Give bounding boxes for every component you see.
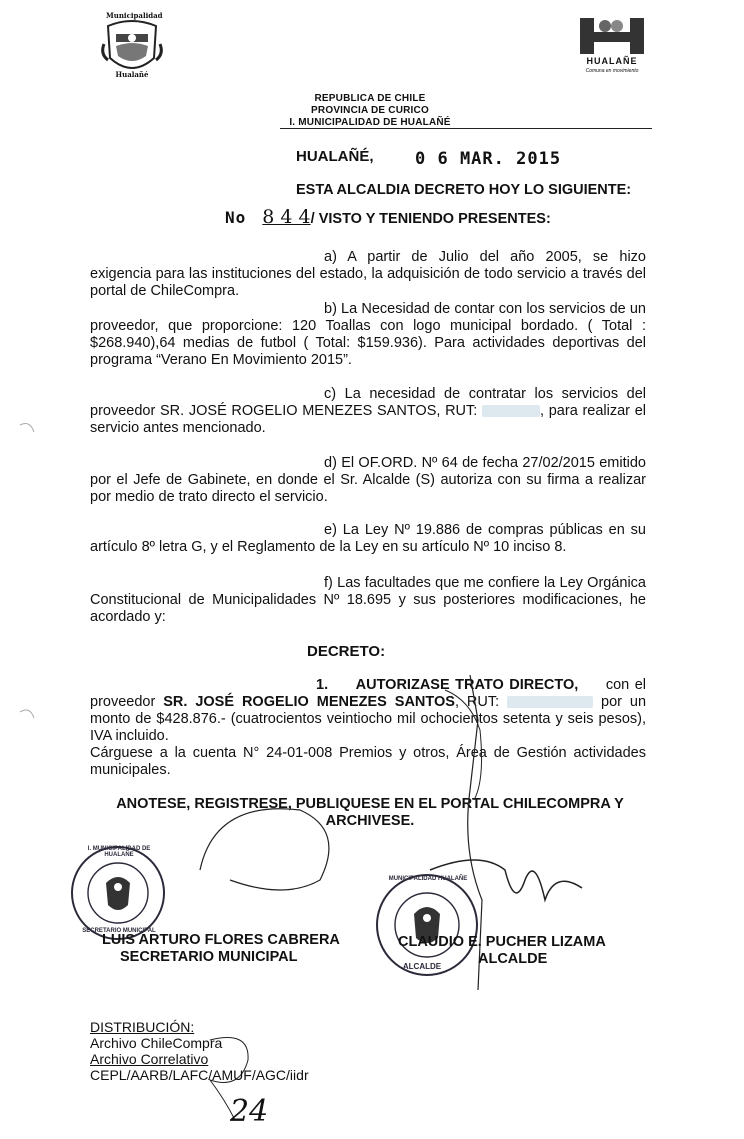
header-municipality: I. MUNICIPALIDAD DE HUALAÑÉ [289, 117, 451, 128]
resolution-text2: por un monto de $428.876.- (cuatrocientos veintiocho mil ochocientos setenta y seis pesos), IVA incluido. [90, 694, 647, 744]
clause-b: b) La Necesidad de contar con los servicios de un proveedor, que proporcione: 120 Toallas con logo municipal bordado. ( Total : $268.940),64 medias de futbol ( Total: $159.936). Para actividades deportivas del programa “Verano En Movimiento 2015”. [90, 301, 646, 368]
resolution-title: AUTORIZASE TRATO DIRECTO, [355, 677, 579, 693]
seal-left-bottom-text: Hualañé [115, 70, 149, 79]
logo-name: HUALAÑE [586, 56, 638, 66]
resolution-text1: con el proveedor [90, 677, 646, 710]
decree-number: 8 4 4 [262, 206, 311, 228]
mayor-title: ALCALDE [478, 951, 548, 967]
resolution-account: Cárguese a la cuenta N° 24-01-008 Premios y otros, Área de Gestión actividades municipales. [90, 745, 646, 778]
mayor-stamp-bottom-text: ALCALDE [402, 962, 442, 971]
distribution-item-correlativo: Archivo Correlativo [90, 1051, 209, 1067]
date-place: HUALAÑÉ, [296, 148, 374, 165]
decree-no-prefix: No [225, 208, 247, 227]
mayor-name: CLAUDIO E. PUCHER LIZAMA [398, 934, 606, 950]
header-republic: REPUBLICA DE CHILE [314, 93, 426, 104]
distribution-title: DISTRIBUCIÓN: [90, 1019, 195, 1035]
distribution-item-chilecompra: Archivo ChileCompra [90, 1035, 223, 1051]
clause-a: a) A partir de Julio del año 2005, se hizo exigencia para las instituciones del estado, la adquisición de todo servicio a través del portal de ChileCompra. [90, 249, 646, 299]
decree-intro: ESTA ALCALDIA DECRETO HOY LO SIGUIENTE: [296, 182, 632, 198]
header-province: PROVINCIA DE CURICO [311, 105, 429, 116]
decree-visto: / VISTO Y TENIENDO PRESENTES: [310, 211, 551, 227]
distribution-item-initials: CEPL/AARB/LAFC/AMUF/AGC/iidr [90, 1067, 309, 1083]
clause-e: e) La Ley Nº 19.886 de compras públicas en su artículo 8º letra G, y el Reglamento de la Ley en su artículo Nº 10 inciso 8. [90, 522, 646, 555]
secretary-title: SECRETARIO MUNICIPAL [120, 949, 298, 965]
clause-c-text-end: , para realizar el servicio antes mencionado. [90, 403, 646, 436]
mayor-stamp-top-text: MUNICIPALIDAD HUALAÑE [388, 876, 468, 882]
logo-tagline: Comuna en movimiento [585, 68, 639, 74]
secretary-stamp-bottom-text: SECRETARIO MUNICIPAL [82, 928, 156, 934]
resolution-provider: SR. JOSÉ ROGELIO MENEZES SANTOS [163, 694, 455, 710]
decreto-heading: DECRETO: [307, 643, 386, 660]
seal-left-top-text: Municipalidad [106, 11, 163, 20]
secretary-stamp-top-text: I. MUNICIPALIDAD DE HUALAÑE [87, 846, 151, 858]
clause-d: d) El OF.ORD. Nº 64 de fecha 27/02/2015 emitido por el Jefe de Gabinete, en donde el Sr. Alcalde (S) autoriza con su firma a realizar por medio de trato directo el servicio. [90, 455, 646, 505]
closing-statement: ANOTESE, REGISTRESE, PUBLIQUESE EN EL PORTAL CHILECOMPRA Y ARCHIVESE. [116, 796, 624, 829]
clause-c-text: c) La necesidad de contratar los servicios del proveedor SR. JOSÉ ROGELIO MENEZES SANTOS, RUT: [90, 386, 646, 419]
secretary-name: LUIS ARTURO FLORES CABRERA [102, 932, 340, 948]
clause-f: f) Las facultades que me confiere la Ley Orgánica Constitucional de Municipalidades Nº 18.695 y sus posteriores modificaciones, he acordado y: [90, 575, 646, 625]
date-stamp: 0 6 MAR. 2015 [415, 149, 562, 169]
resolution-number: 1. [316, 677, 329, 693]
handwritten-note: 24 [230, 1094, 269, 1129]
resolution-rut-label: , RUT: [454, 694, 500, 710]
